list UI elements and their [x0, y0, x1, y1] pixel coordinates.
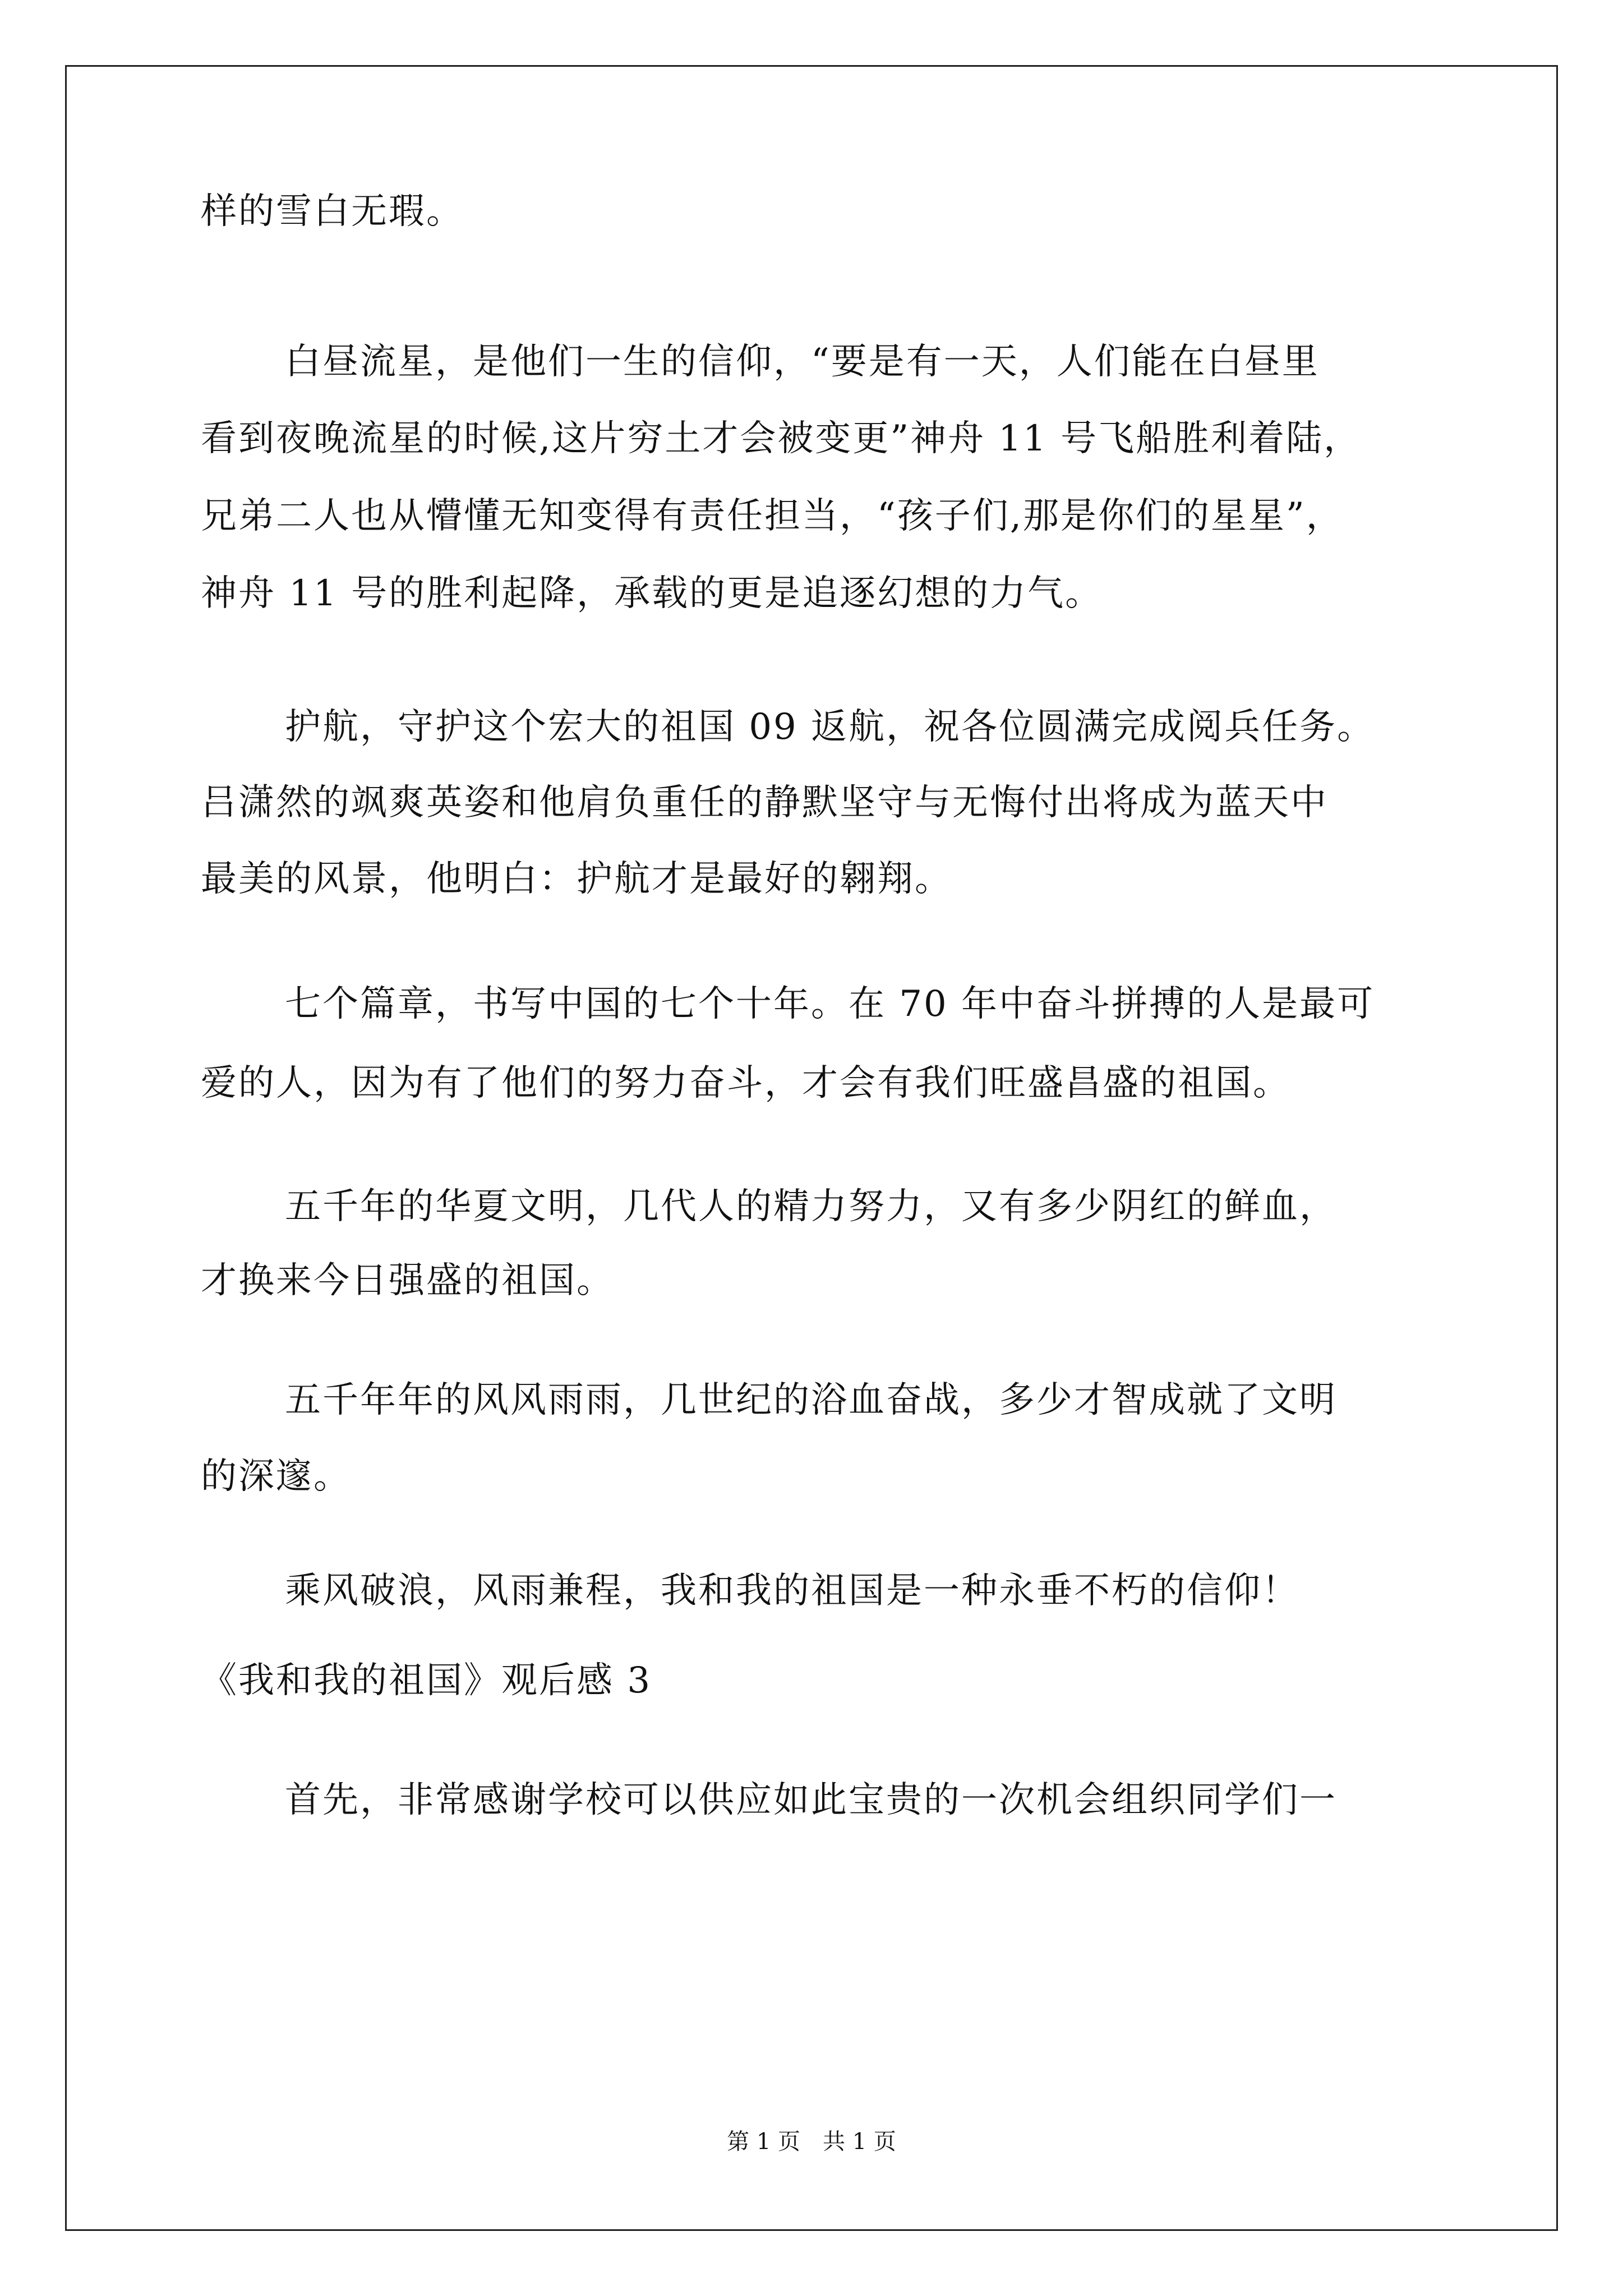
page-border [65, 65, 1558, 2231]
text-line: 才换来今日强盛的祖国。 [201, 1260, 614, 1301]
text-line: 的深邃。 [201, 1456, 351, 1497]
page-number-current: 第 1 页 [727, 2129, 800, 2155]
page-number-total: 共 1 页 [823, 2129, 896, 2155]
page-footer [0, 2128, 1623, 2156]
paragraph-start-line: 白昼流星，是他们一生的信仰，“要是有一天，人们能在白昼里 [285, 341, 1320, 383]
text-line: 样的雪白无瑕。 [201, 191, 464, 232]
paragraph-start-line: 首先，非常感谢学校可以供应如此宝贵的一次机会组织同学们一 [285, 1779, 1337, 1821]
text-line: 看到夜晚流星的时候,这片穷土才会被变更”神舟 11 号飞船胜利着陆， [201, 418, 1362, 459]
paragraph-start-line: 七个篇章，书写中国的七个十年。在 70 年中奋斗拼搏的人是最可 [285, 983, 1375, 1025]
text-line: 最美的风景，他明白：护航才是最好的翱翔。 [201, 858, 952, 900]
text-line: 爱的人，因为有了他们的努力奋斗，才会有我们旺盛昌盛的祖国。 [201, 1062, 1290, 1104]
text-line: 兄弟二人也从懵懂无知变得有责任担当，“孩子们,那是你们的星星”， [201, 495, 1344, 537]
paragraph-start-line: 护航，守护这个宏大的祖国 09 返航，祝各位圆满完成阅兵任务。 [285, 706, 1375, 748]
paragraph-start-line: 五千年年的风风雨雨，几世纪的浴血奋战，多少才智成就了文明 [285, 1379, 1337, 1421]
section-heading: 《我和我的祖国》观后感 3 [201, 1660, 652, 1701]
paragraph-start-line: 五千年的华夏文明，几代人的精力努力，又有多少阴红的鲜血， [285, 1186, 1337, 1227]
paragraph-start-line: 乘风破浪，风雨兼程，我和我的祖国是一种永垂不朽的信仰！ [285, 1570, 1299, 1612]
text-line: 神舟 11 号的胜利起降，承载的更是追逐幻想的力气。 [201, 573, 1103, 614]
text-line: 吕潇然的飒爽英姿和他肩负重任的静默坚守与无悔付出将成为蓝天中 [201, 782, 1328, 823]
